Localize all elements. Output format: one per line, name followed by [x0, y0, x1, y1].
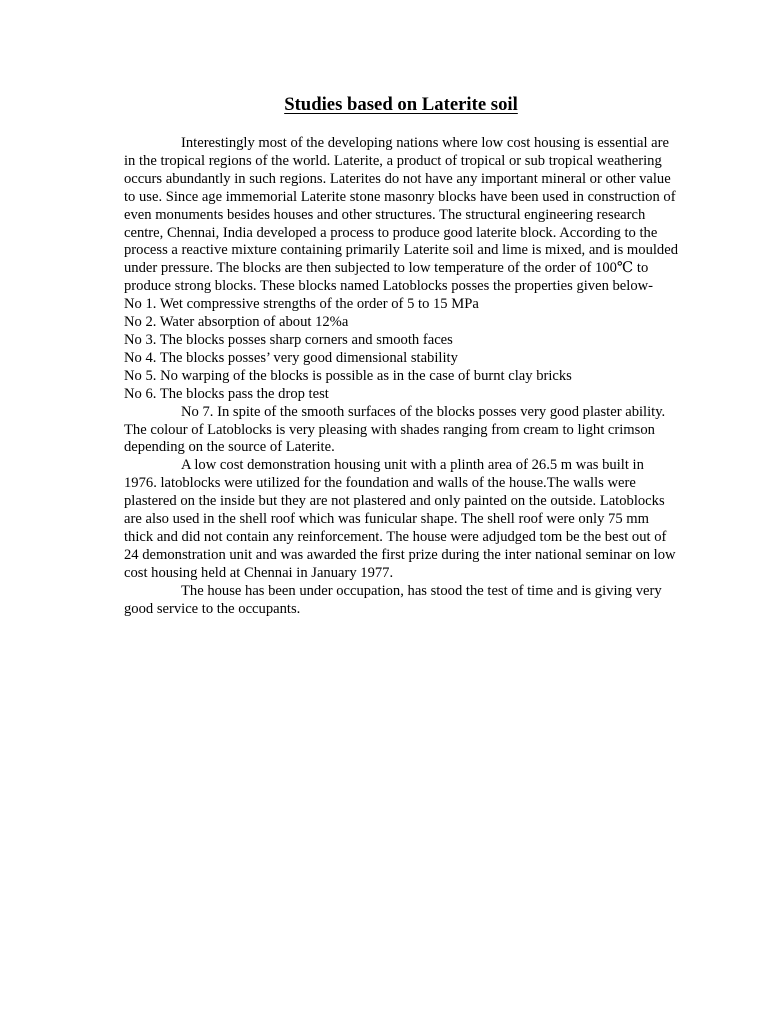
colour-paragraph: The colour of Latoblocks is very pleasing with shades ranging from cream to light crimson depending on the source of Laterite. [124, 421, 655, 456]
property-item-2: No 2. Water absorption of about 12%a [124, 314, 349, 331]
closing-paragraph: The house has been under occupation, has stood the test of time and is giving very good service to the occupants. [124, 582, 662, 617]
intro-paragraph: Interestingly most of the developing nations where low cost housing is essential are in the tropical regions of the world. Laterite, a product of tropical or sub tropical weathering occurs abundantly in such regions. Laterites do not have any important mineral or other value to use. Since age immemorial Laterite stone masonry blocks have been used in construction of even monuments besides houses and other structures. The structural engineering research centre, Chennai, India developed a process to produce good laterite block. According to the process a reactive mixture containing primarily Laterite soil and lime is mixed, and is moulded under pressure. The blocks are then subjected to low temperature of the order of 100℃ to produce strong blocks. These blocks named Latoblocks posses the properties given below- [124, 135, 678, 295]
document-title: Studies based on Laterite soil [284, 94, 518, 115]
demonstration-paragraph: A low cost demonstration housing unit with a plinth area of 26.5 m was built in 1976. latoblocks were utilized for the foundation and walls of the house.The walls were plastered on the inside but they are not plastered and only painted on the outside. Latoblocks are also used in the shell roof which was funicular shape. The shell roof were only 75 mm thick and did not contain any reinforcement. The house were adjudged tom be the best out of 24 demonstration unit and was awarded the first prize during the inter national seminar on low cost housing held at Chennai in January 1977. [124, 457, 676, 581]
property-item-7: No 7. In spite of the smooth surfaces of the blocks posses very good plaster ability. [181, 403, 666, 420]
property-item-1: No 1. Wet compressive strengths of the order of 5 to 15 MPa [124, 296, 479, 313]
property-item-6: No 6. The blocks pass the drop test [124, 385, 329, 402]
property-item-4: No 4. The blocks posses’ very good dimensional stability [124, 349, 458, 366]
properties-list [124, 296, 680, 421]
property-item-3: No 3. The blocks posses sharp corners and smooth faces [124, 331, 453, 348]
property-item-5: No 5. No warping of the blocks is possible as in the case of burnt clay bricks [124, 367, 572, 384]
document-body [124, 135, 680, 618]
